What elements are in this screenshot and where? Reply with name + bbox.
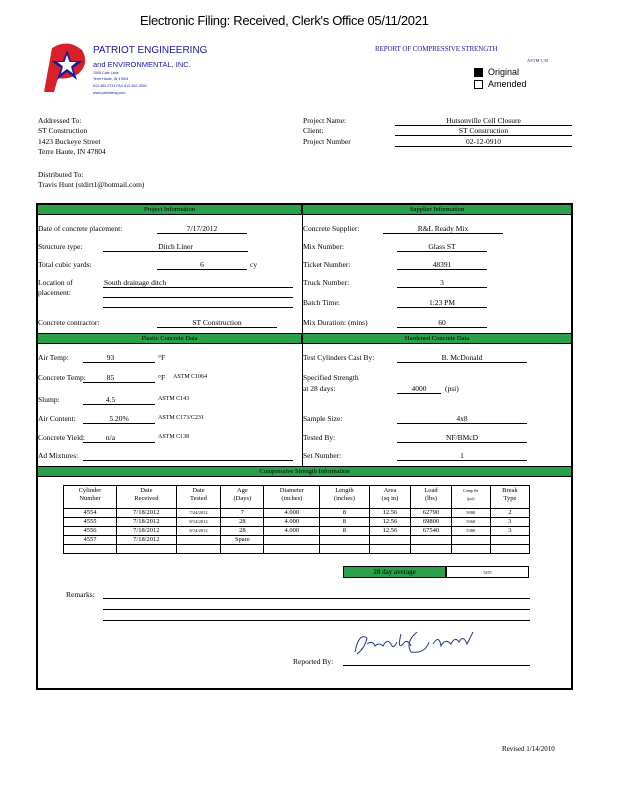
col-length: Length (inches) (320, 486, 369, 509)
table-cell: 3 (490, 527, 529, 536)
table-cell (264, 545, 320, 554)
table-cell (221, 545, 264, 554)
amended-label: Amended (488, 79, 527, 89)
concrete-temp-astm: ASTM C1064 (173, 374, 208, 380)
table-cell (490, 536, 529, 545)
table-cell: 8 (320, 518, 369, 527)
table-cell: 4555 (64, 518, 117, 527)
concrete-yield-astm: ASTM C138 (158, 434, 190, 440)
air-temp-unit: °F (158, 353, 166, 362)
table-cell: 12.56 (369, 527, 411, 536)
table-cell: 5560 (451, 518, 490, 527)
sample-size-value: 4x8 (456, 414, 468, 423)
table-cell: 3 (490, 518, 529, 527)
table-cell: 7/18/2012 (116, 518, 176, 527)
truck-number-label: Truck Number: (303, 278, 350, 287)
structure-type-value: Ditch Liner (158, 242, 193, 251)
signature (345, 624, 485, 658)
address-line-1: ST Construction (38, 126, 88, 135)
batch-time-label: Batch Time: (303, 298, 340, 307)
col-received: Date Received (116, 486, 176, 509)
set-number-label: Set Number: (303, 451, 342, 460)
table-cell: 4554 (64, 509, 117, 518)
col-area: Area (sq in) (369, 486, 411, 509)
table-cell (116, 545, 176, 554)
table-cell: 5000 (451, 509, 490, 518)
compressive-header: Compressive Strength Information (37, 466, 572, 477)
concrete-yield-label: Concrete Yield: (38, 433, 85, 442)
table-cell: 2 (490, 509, 529, 518)
original-checkbox[interactable] (474, 68, 483, 77)
table-cell: 12.56 (369, 518, 411, 527)
remarks-label: Remarks: (66, 590, 95, 599)
set-number-value: 1 (460, 451, 464, 460)
table-cell: 28 (221, 527, 264, 536)
spec-strength-label-2: at 28 days: (303, 384, 336, 393)
col-break: Break Type (490, 486, 529, 509)
table-cell: 7 (221, 509, 264, 518)
table-cell (320, 536, 369, 545)
slump-value: 4.5 (105, 395, 116, 404)
table-cell (411, 536, 452, 545)
plastic-header: Plastic Concrete Data (37, 333, 302, 344)
admixtures-label: Ad Mixtures: (38, 451, 79, 460)
air-temp-value: 93 (106, 353, 115, 362)
report-title: REPORT OF COMPRESSIVE STRENGTH (375, 45, 498, 53)
table-cell: 7/18/2012 (116, 527, 176, 536)
mix-number-value: Glass ST (428, 242, 456, 251)
table-cell (176, 545, 220, 554)
table-cell (451, 545, 490, 554)
contractor-value: ST Construction (192, 318, 242, 327)
col-load: Load (lbs) (411, 486, 452, 509)
table-cell: 62790 (411, 509, 452, 518)
col-age: Age (Days) (221, 486, 264, 509)
table-cell (369, 545, 411, 554)
air-content-label: Air Content: (38, 414, 76, 423)
table-row (64, 536, 530, 545)
location-value: South drainage ditch (104, 278, 167, 287)
distributed-to-label: Distributed To: (38, 170, 84, 179)
astm-reference: ASTM C39 (527, 58, 549, 63)
table-cell (64, 545, 117, 554)
truck-number-value: 3 (440, 278, 444, 287)
cast-by-value: B. McDonald (441, 353, 483, 362)
table-cell (451, 536, 490, 545)
distributed-to-value: Travis Hunt (stdirt1@hotmail.com) (38, 180, 145, 189)
spec-strength-unit: (psi) (445, 384, 459, 393)
placement-date-label: Date of concrete placement: (38, 224, 123, 233)
total-yards-unit: cy (250, 260, 258, 269)
table-cell: 12.56 (369, 509, 411, 518)
client-label: Client: (303, 126, 324, 135)
table-cell: 4557 (64, 536, 117, 545)
hardened-header: Hardened Concrete Data (302, 333, 572, 344)
table-cell: 8 (320, 527, 369, 536)
col-tested: Date Tested (176, 486, 220, 509)
filing-banner: Electronic Filing: Received, Clerk's Office 05/11/2021 (140, 13, 429, 28)
address-line-3: Terre Haute, IN 47804 (38, 147, 106, 156)
table-row (64, 509, 530, 518)
client-value: ST Construction (458, 126, 509, 135)
mix-duration-label: Mix Duration: (mins) (303, 318, 368, 327)
reported-by-label: Reported By: (293, 657, 334, 666)
cast-by-label: Test Cylinders Cast By: (303, 353, 375, 362)
compressive-table (63, 485, 530, 554)
col-comp-str: Comp Str (psi) (451, 486, 490, 509)
table-header-row (64, 486, 530, 509)
placement-date-value: 7/17/2012 (186, 224, 218, 233)
col-cylinder: Cylinder Number (64, 486, 117, 509)
company-web: www.patrioteng.com (93, 91, 126, 95)
project-number-label: Project Number (303, 137, 351, 146)
total-yards-value: 6 (200, 260, 204, 269)
spec-strength-value: 4000 (411, 384, 427, 393)
table-row (64, 518, 530, 527)
average-value: 5470 (446, 566, 529, 578)
table-cell: 8/14/2012 (176, 518, 220, 527)
project-info-header: Project Information (37, 204, 302, 215)
table-cell: 4.000 (264, 518, 320, 527)
amended-checkbox[interactable] (474, 80, 483, 89)
project-number-value: 02-12-0910 (466, 137, 501, 146)
table-cell: 7/24/2012 (176, 509, 220, 518)
table-cell: 4556 (64, 527, 117, 536)
table-cell (411, 545, 452, 554)
table-cell: 7/18/2012 (116, 536, 176, 545)
supplier-label: Concrete Supplier: (303, 224, 360, 233)
table-row (64, 545, 530, 554)
table-cell: Spare (221, 536, 264, 545)
air-temp-label: Air Temp: (38, 353, 69, 362)
table-cell: 4.000 (264, 527, 320, 536)
contractor-label: Concrete contractor: (38, 318, 100, 327)
table-row (64, 527, 530, 536)
slump-label: Slump: (38, 395, 60, 404)
company-name: PATRIOT ENGINEERING (93, 45, 208, 56)
location-label-1: Location of (38, 278, 73, 287)
project-name-label: Project Name: (303, 116, 347, 125)
company-city: Terre Haute, IN 47804 (93, 77, 129, 81)
company-address: 1505 Cate Lane (93, 71, 119, 75)
table-cell: 7/18/2012 (116, 509, 176, 518)
table-cell (176, 536, 220, 545)
concrete-temp-label: Concrete Temp: (38, 373, 86, 382)
supplier-value: R&L Ready Mix (417, 224, 469, 233)
col-diameter: Diameter (inches) (264, 486, 320, 509)
project-name-value: Hutsonville Cell Closure (446, 116, 521, 125)
concrete-temp-unit: °F (158, 373, 166, 382)
air-content-astm: ASTM C173/C231 (158, 415, 204, 421)
supplier-info-header: Supplier Information (302, 204, 572, 215)
slump-astm: ASTM C143 (158, 396, 190, 402)
mix-number-label: Mix Number: (303, 242, 345, 251)
total-yards-label: Total cubic yards: (38, 260, 92, 269)
table-cell: 28 (221, 518, 264, 527)
tested-by-value: NF/BMcD (445, 433, 479, 442)
spec-strength-label-1: Specified Strength (303, 373, 359, 382)
ticket-number-label: Ticket Number: (303, 260, 351, 269)
ticket-number-value: 48391 (432, 260, 452, 269)
table-cell: 8/14/2012 (176, 527, 220, 536)
air-content-value: 5.20% (109, 414, 129, 423)
table-cell: 67540 (411, 527, 452, 536)
table-cell: 4.000 (264, 509, 320, 518)
tested-by-label: Tested By: (303, 433, 336, 442)
table-cell (490, 545, 529, 554)
batch-time-value: 1:23 PM (428, 298, 456, 307)
structure-type-label: Structure type: (38, 242, 83, 251)
table-cell (320, 545, 369, 554)
table-cell (369, 536, 411, 545)
company-name-2: and ENVIRONMENTAL, INC. (93, 60, 191, 69)
report-frame (36, 203, 573, 690)
table-cell: 5380 (451, 527, 490, 536)
concrete-yield-value: n/a (105, 433, 116, 442)
table-cell: 8 (320, 509, 369, 518)
revised-note: Revised 1/14/2010 (502, 745, 555, 753)
mix-duration-value: 60 (438, 318, 446, 327)
addressed-to-label: Addressed To: (38, 116, 82, 125)
sample-size-label: Sample Size: (303, 414, 343, 423)
location-label-2: placement: (38, 288, 71, 297)
company-phone: 812-462-2731 FAX 812-462-2835 (93, 84, 147, 88)
average-label: 28 day average (343, 566, 446, 578)
concrete-temp-value: 85 (106, 373, 115, 382)
original-label: Original (488, 67, 520, 77)
table-cell: 69800 (411, 518, 452, 527)
table-cell (264, 536, 320, 545)
patriot-logo (38, 40, 90, 92)
address-line-2: 1423 Buckeye Street (38, 137, 101, 146)
